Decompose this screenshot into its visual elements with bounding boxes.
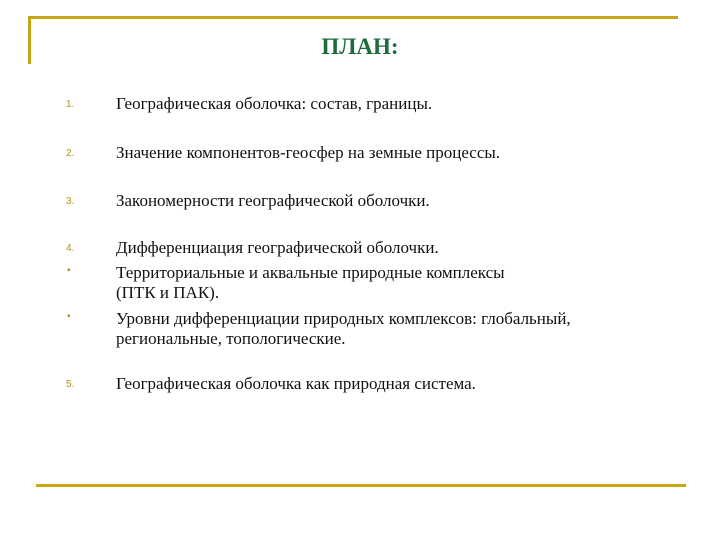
square-bullet-icon: ▪ <box>67 311 71 322</box>
item-number: 2. <box>66 148 75 159</box>
bottom-border-line <box>36 484 686 487</box>
item-text: Дифференциация географической оболочки. <box>116 238 439 257</box>
item-text <box>116 309 676 349</box>
item-number: 3. <box>66 196 75 207</box>
square-bullet-icon: ▪ <box>67 265 71 276</box>
item-text-line-1: Уровни дифференциации природных комплексов: глобальный, <box>116 309 571 328</box>
item-number: 5. <box>66 379 75 390</box>
item-number: 1. <box>66 99 75 110</box>
item-text: Географическая оболочка как природная система. <box>116 374 476 393</box>
item-text-line-2: региональные, топологические. <box>116 329 346 348</box>
slide-title: ПЛАН: <box>321 34 399 59</box>
item-text: Закономерности географической оболочки. <box>116 191 430 210</box>
item-text <box>116 263 676 303</box>
item-text-line-1: Территориальные и аквальные природные комплексы <box>116 263 505 282</box>
top-border-line <box>28 16 678 19</box>
item-text: Географическая оболочка: состав, границы. <box>116 94 433 113</box>
item-text-line-2: (ПТК и ПАК). <box>116 283 220 302</box>
item-number: 4. <box>66 243 75 254</box>
item-text: Значение компонентов-геосфер на земные процессы. <box>116 143 501 162</box>
